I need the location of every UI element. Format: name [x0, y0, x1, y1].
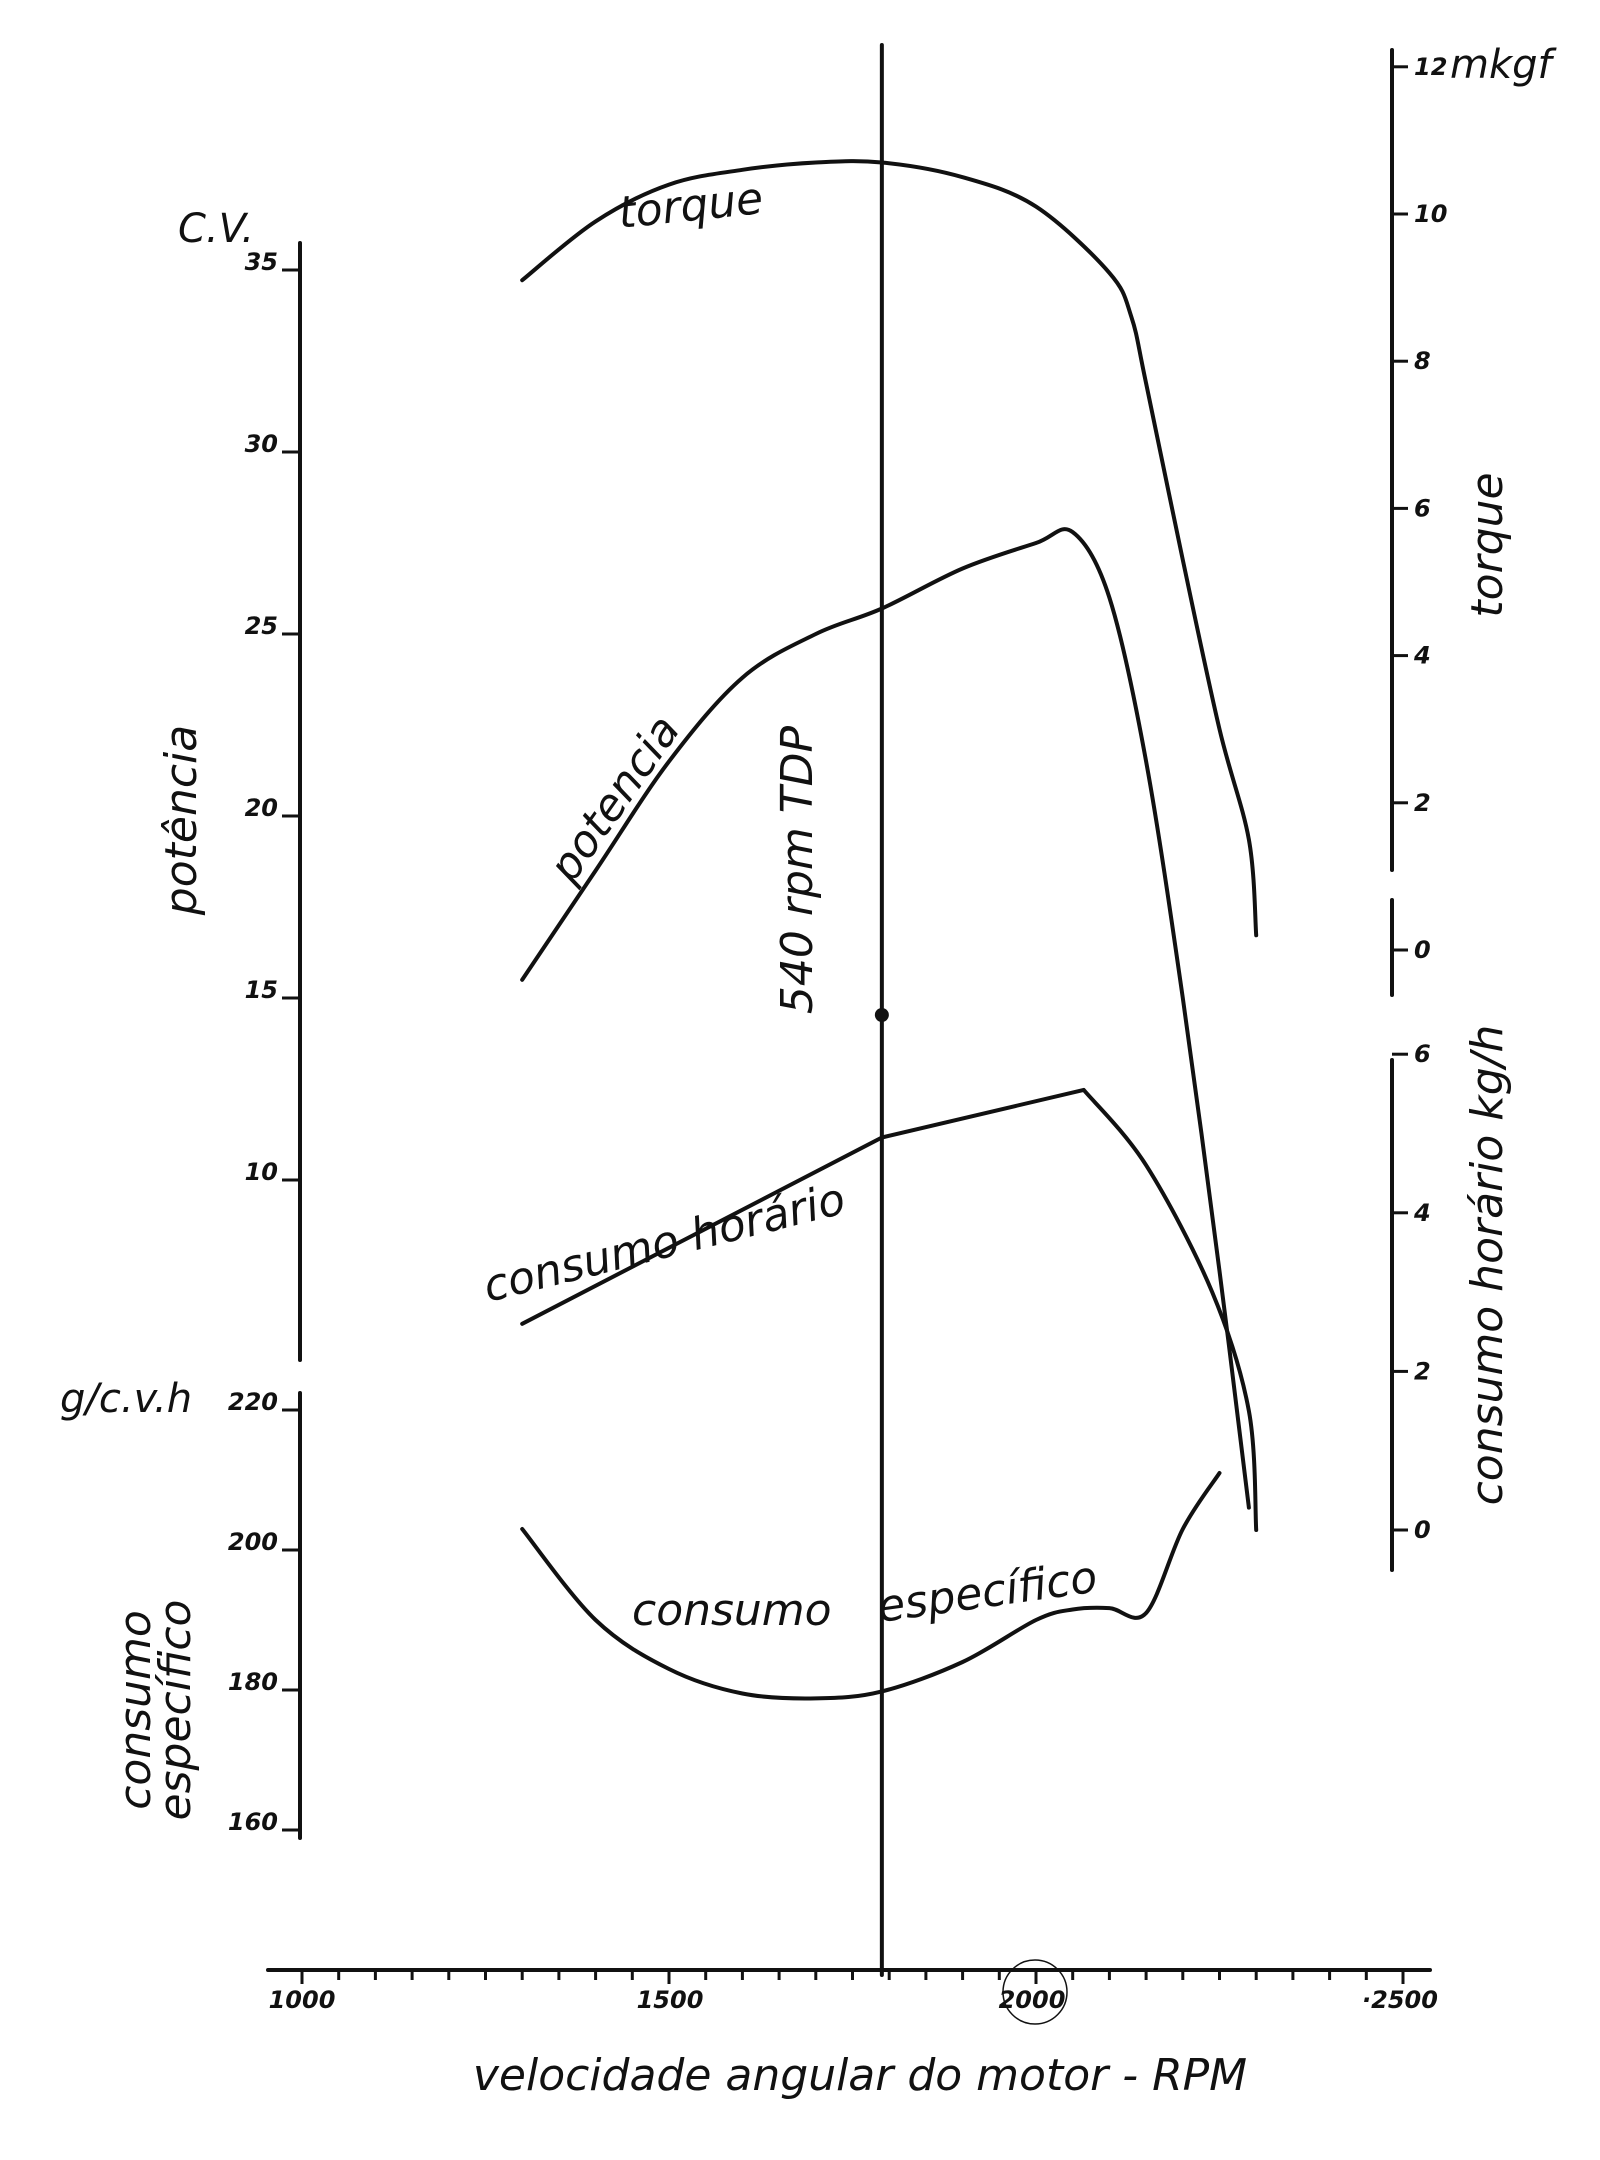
torque-tick-label-4: 4: [1414, 641, 1431, 670]
hourly-axis-ticks: [1392, 1040, 1431, 1544]
torque-tick-label-2: 2: [1414, 788, 1431, 817]
specific-tick-label-160: 160: [227, 1808, 278, 1836]
specific-axis-title-line2: específico: [150, 1599, 201, 1821]
torque-unit-label: mkgf: [1450, 42, 1552, 88]
x-tick-label-1000: 1000: [268, 1986, 336, 2014]
power-tick-label-30: 30: [244, 430, 278, 458]
specific-axis-title-line1: consumo: [110, 1610, 161, 1810]
torque-axis-title: torque: [1462, 472, 1513, 618]
x-tick-label-2500: ·2500: [1362, 1986, 1438, 2014]
hourly-tick-label-2: 2: [1414, 1357, 1431, 1386]
hourly-tick-label-4: 4: [1414, 1198, 1431, 1227]
specific-axis-ticks: [228, 1388, 300, 1836]
series-line-torque: [522, 161, 1256, 935]
hourly-tick-label-0: 0: [1414, 1516, 1431, 1544]
hourly-tick-label-6: 6: [1414, 1040, 1431, 1069]
torque-tick-label-0: 0: [1414, 936, 1431, 964]
specific-tick-label-200: 200: [227, 1528, 278, 1556]
series-label-potencia: potencia: [539, 706, 691, 892]
specific-tick-label-180: 180: [227, 1668, 278, 1696]
x-tick-label-1500: 1500: [636, 1986, 704, 2014]
x-axis-ticks: [302, 1970, 1403, 1984]
power-tick-label-35: 35: [244, 248, 278, 276]
series-line-consumo-horario: [522, 1090, 1256, 1530]
torque-tick-label-10: 10: [1414, 200, 1448, 228]
specific-unit-label: g/c.v.h: [60, 1376, 193, 1422]
power-tick-label-25: 25: [244, 612, 278, 640]
power-tick-label-15: 15: [244, 976, 278, 1004]
series-line-consumo-especifico: [522, 1473, 1219, 1699]
hourly-axis-title: consumo horário kg/h: [1462, 1024, 1513, 1506]
power-unit-label: C.V.: [178, 206, 255, 252]
torque-tick-label-8: 8: [1414, 347, 1431, 376]
series-label-consumo-part1: consumo: [632, 1585, 832, 1636]
series-label-especifico-part2: específico: [874, 1551, 1101, 1633]
power-axis-ticks: [245, 248, 300, 1186]
power-axis-title: potência: [156, 724, 207, 916]
torque-tick-label-6: 6: [1414, 494, 1431, 523]
torque-tick-label-12: 12: [1414, 52, 1448, 81]
series-label-torque: torque: [615, 173, 766, 239]
specific-tick-label-220: 220: [227, 1388, 278, 1416]
power-tick-label-10: 10: [244, 1158, 278, 1186]
tdp-reference-dot: [875, 1008, 889, 1022]
tdp-reference-label: 540 rpm TDP: [772, 725, 823, 1015]
power-tick-label-20: 20: [244, 794, 278, 822]
x-tick-label-2000: 2000: [998, 1986, 1066, 2014]
torque-axis-ticks: [1392, 53, 1447, 964]
x-axis-title: velocidade angular do motor - RPM: [472, 2050, 1248, 2101]
series-label-consumo-horario: consumo horário: [478, 1173, 851, 1313]
